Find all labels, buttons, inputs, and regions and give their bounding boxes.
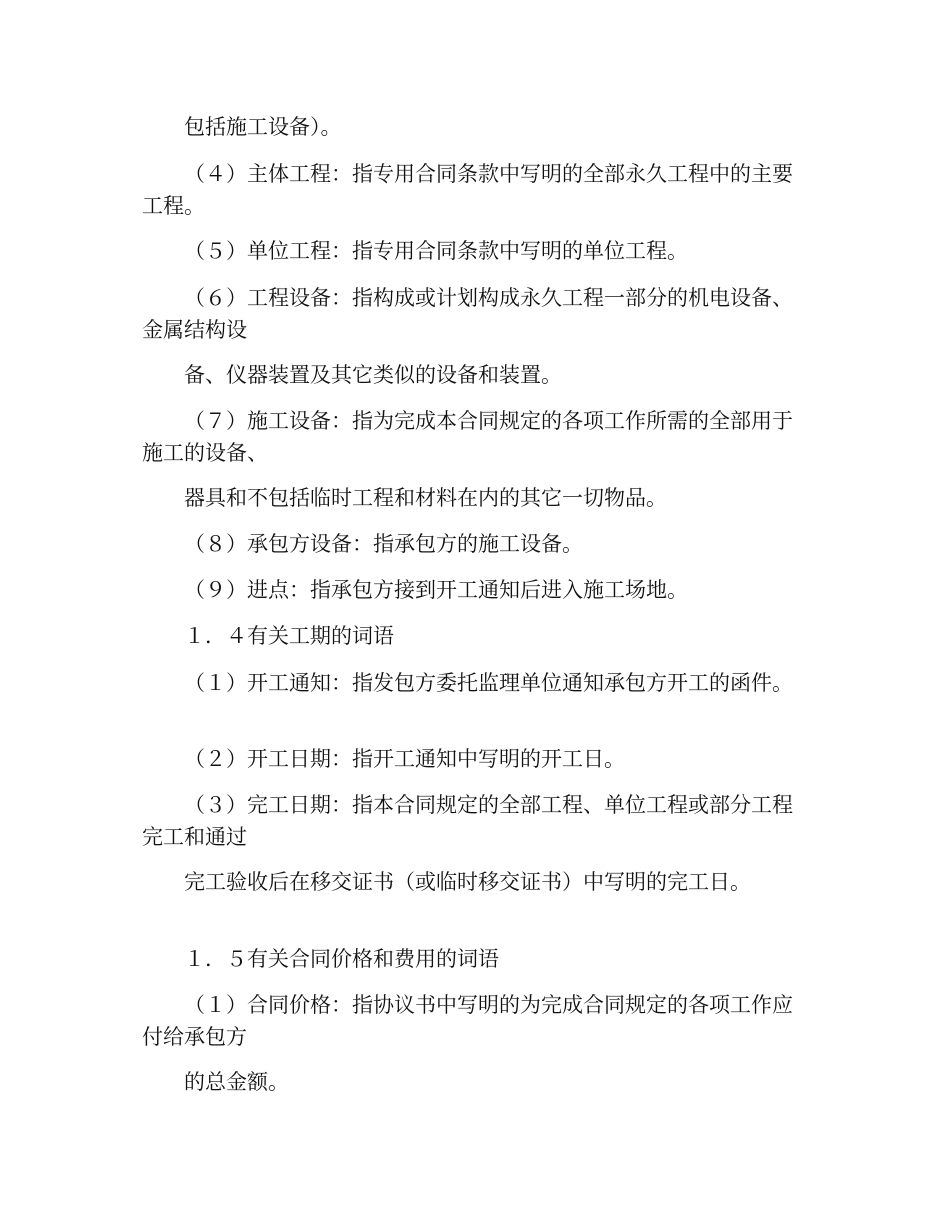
paragraph-7: 器具和不包括临时工程和材料在内的其它一切物品。 [184, 486, 667, 510]
paragraph-6: （７）施工设备：指为完成本合同规定的各项工作所需的全部用于施工的设备、 [142, 409, 793, 465]
paragraph-8: （８）承包方设备：指承包方的施工设备。 [184, 532, 583, 556]
paragraph-9: （９）进点：指承包方接到开工通知后进入施工场地。 [184, 578, 688, 602]
paragraph-13: （３）完工日期：指本合同规定的全部工程、单位工程或部分工程完工和通过 [142, 793, 793, 849]
paragraph-14: 完工验收后在移交证书（或临时移交证书）中写明的完工日。 [184, 870, 751, 894]
paragraph-12: （２）开工日期：指开工通知中写明的开工日。 [184, 747, 625, 771]
paragraph-3: （５）单位工程：指专用合同条款中写明的单位工程。 [184, 239, 688, 263]
paragraph-5: 备、仪器装置及其它类似的设备和装置。 [184, 363, 562, 387]
section-heading-1-4: １．４有关工期的词语 [184, 624, 394, 648]
paragraph-4: （６）工程设备：指构成或计划构成永久工程一部分的机电设备、金属结构设 [142, 286, 793, 342]
paragraph-11: （１）开工通知：指发包方委托监理单位通知承包方开工的函件。 [184, 671, 793, 695]
paragraph-1: 包括施工设备）。 [184, 115, 342, 139]
paragraph-17: 的总金额。 [184, 1070, 289, 1094]
paragraph-16: （１）合同价格：指协议书中写明的为完成合同规定的各项工作应付给承包方 [142, 993, 793, 1049]
section-heading-1-5: １．５有关合同价格和费用的词语 [184, 947, 499, 971]
paragraph-2: （４）主体工程：指专用合同条款中写明的全部永久工程中的主要工程。 [142, 162, 793, 218]
